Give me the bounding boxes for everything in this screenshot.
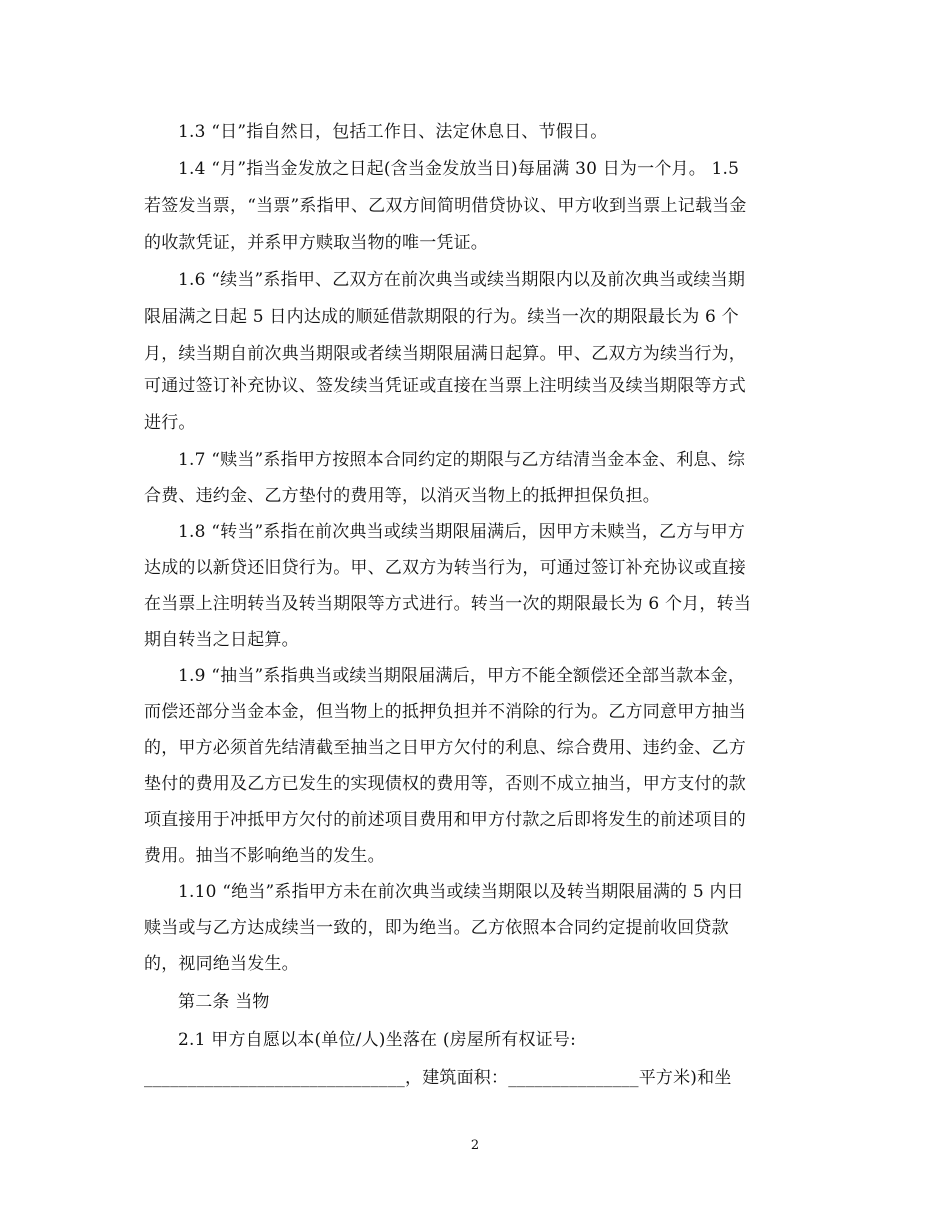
text-line: 垫付的费用及乙方已发生的实现债权的费用等，否则不成立抽当，甲方支付的款 [144,774,746,794]
text-line: 1.6 “续当”系指甲、乙双方在前次典当或续当期限内以及前次典当或续当期 [178,270,746,290]
page-number: 2 [470,1138,480,1153]
text-line: 的收款凭证，并系甲方赎取当物的唯一凭证。 [144,233,488,253]
text-line: 1.9 “抽当”系指典当或续当期限届满后，甲方不能全额偿还全部当款本金， [178,666,746,686]
text-line: 1.7 “赎当”系指甲方按照本合同约定的期限与乙方结清当金本金、利息、综 [178,450,746,470]
text-line: 的，视同绝当发生。 [144,954,299,974]
section-heading: 第二条 当物 [178,992,270,1012]
text-line: 进行。 [144,413,196,433]
text-line: ______________________________，建筑面积：_______________平方米)和坐 [144,1068,732,1088]
text-line: 1.4 “月”指当金发放之日起(含当金发放当日)每届满 30 日为一个月。 1.5 [178,159,740,179]
text-line: 期自转当之日起算。 [144,630,299,650]
text-line: 在当票上注明转当及转当期限等方式进行。转当一次的期限最长为 6 个月，转当 [144,594,752,614]
text-line: 1.8 “转当”系指在前次典当或续当期限届满后，因甲方未赎当，乙方与甲方 [178,522,746,542]
text-line: 合费、违约金、乙方垫付的费用等，以消灭当物上的抵押担保负担。 [144,486,660,506]
text-line: 限届满之日起 5 日内达成的顺延借款期限的行为。续当一次的期限最长为 6 个 [144,307,739,327]
text-line: 2.1 甲方自愿以本(单位/人)坐落在 (房屋所有权证号: [178,1030,576,1050]
text-line: 若签发当票，“当票”系指甲、乙双方间简明借贷协议、甲方收到当票上记载当金 [144,196,747,216]
text-line: 项直接用于冲抵甲方欠付的前述项目费用和甲方付款之后即将发生的前述项目的 [144,810,746,830]
text-line: 1.3 “日”指自然日，包括工作日、法定休息日、节假日。 [178,122,608,142]
text-line: 费用。抽当不影响绝当的发生。 [144,846,385,866]
text-line: 可通过签订补充协议、签发续当凭证或直接在当票上注明续当及续当期限等方式 [144,376,746,396]
text-line: 达成的以新贷还旧贷行为。甲、乙双方为转当行为，可通过签订补充协议或直接 [144,558,746,578]
text-line: 的，甲方必须首先结清截至抽当之日甲方欠付的利息、综合费用、违约金、乙方 [144,738,746,758]
text-line: 月，续当期自前次典当期限或者续当期限届满日起算。甲、乙双方为续当行为， [144,344,746,364]
text-line: 赎当或与乙方达成续当一致的，即为绝当。乙方依照本合同约定提前收回贷款 [144,918,729,938]
text-line: 而偿还部分当金本金，但当物上的抵押负担并不消除的行为。乙方同意甲方抽当 [144,702,746,722]
text-line: 1.10 “绝当”系指甲方未在前次典当或续当期限以及转当期限届满的 5 内日 [178,882,744,902]
